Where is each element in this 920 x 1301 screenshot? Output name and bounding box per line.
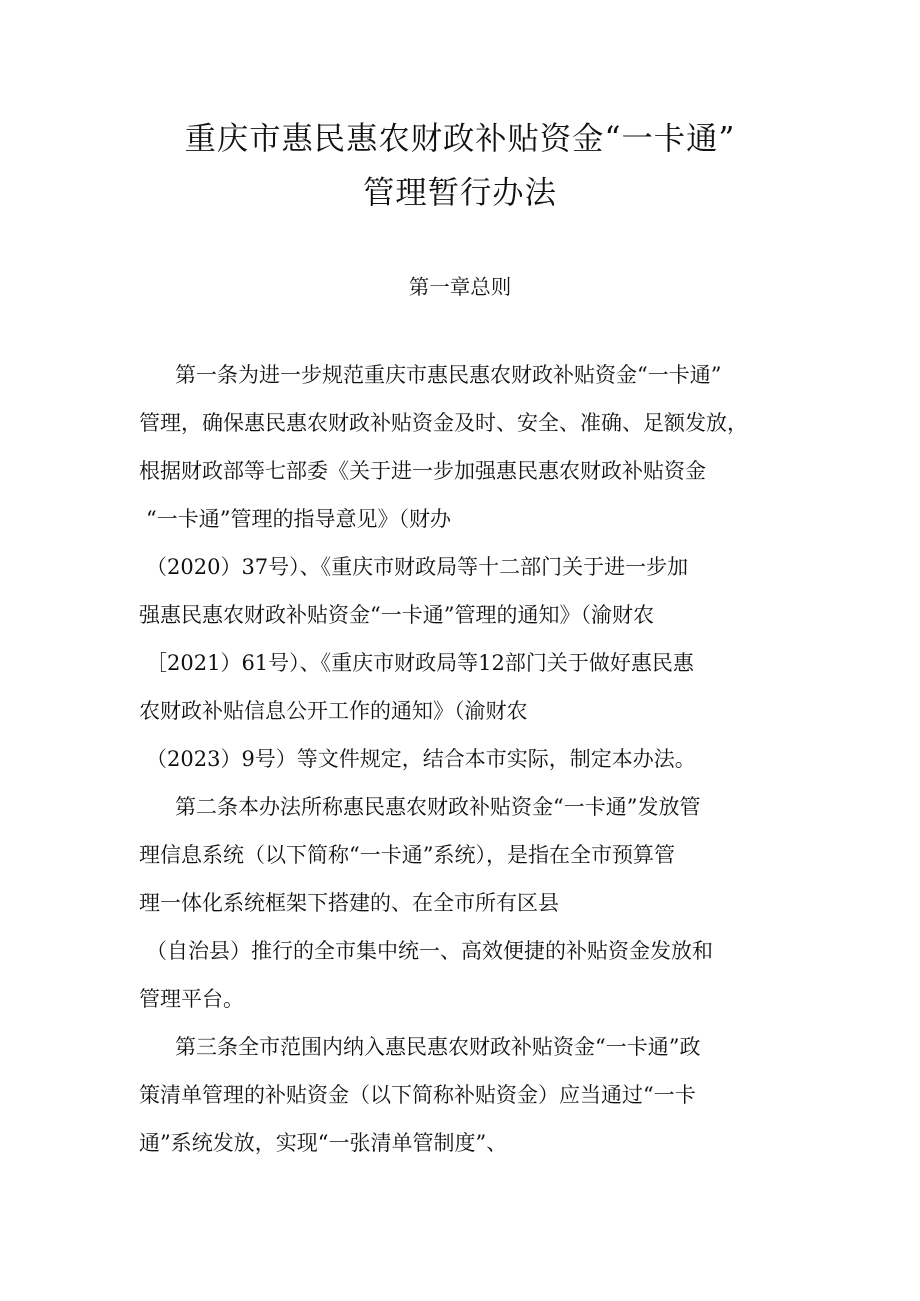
body-line: “一卡通”管理的指导意见》（财办	[146, 507, 451, 531]
body-line: （自治县）推行的全市集中统一、高效便捷的补贴资金发放和	[146, 939, 713, 963]
body-line: 第一条为进一步规范重庆市惠民惠农财政补贴资金“一卡通”	[175, 363, 722, 387]
body-line: 第三条全市范围内纳入惠民惠农财政补贴资金“一卡通”政	[175, 1035, 701, 1059]
body-line: （2020）37号）、《重庆市财政局等十二部门关于进一步加	[146, 555, 689, 579]
body-line: 管理，确保惠民惠农财政补贴资金及时、安全、准确、足额发放，	[139, 411, 748, 435]
body-line: 通”系统发放，实现“一张清单管制度”、	[139, 1131, 508, 1155]
chapter-heading: 第一章总则	[408, 275, 512, 299]
body-line: 理信息系统（以下简称“一卡通”系统），是指在全市预算管	[139, 843, 675, 867]
document-title-line-2: 管理暂行办法	[363, 175, 557, 211]
body-line: 管理平台。	[139, 987, 244, 1011]
document-title-line-1: 重庆市惠民惠农财政补贴资金“一卡通”	[184, 121, 736, 157]
body-line: 策清单管理的补贴资金（以下简称补贴资金）应当通过“一卡	[139, 1083, 696, 1107]
body-line: 农财政补贴信息公开工作的通知》（渝财农	[139, 699, 528, 723]
body-line: 根据财政部等七部委《关于进一步加强惠民惠农财政补贴资金	[139, 459, 706, 483]
body-line: 第二条本办法所称惠民惠农财政补贴资金“一卡通”发放管	[175, 795, 701, 819]
body-line: 理一体化系统框架下搭建的、在全市所有区县	[139, 891, 559, 915]
body-line: 强惠民惠农财政补贴资金“一卡通”管理的通知》（渝财农	[139, 603, 654, 627]
body-line: ［2021）61号）、《重庆市财政局等12部门关于做好惠民惠	[146, 651, 694, 675]
body-line: （2023）9号）等文件规定，结合本市实际，制定本办法。	[146, 747, 696, 771]
